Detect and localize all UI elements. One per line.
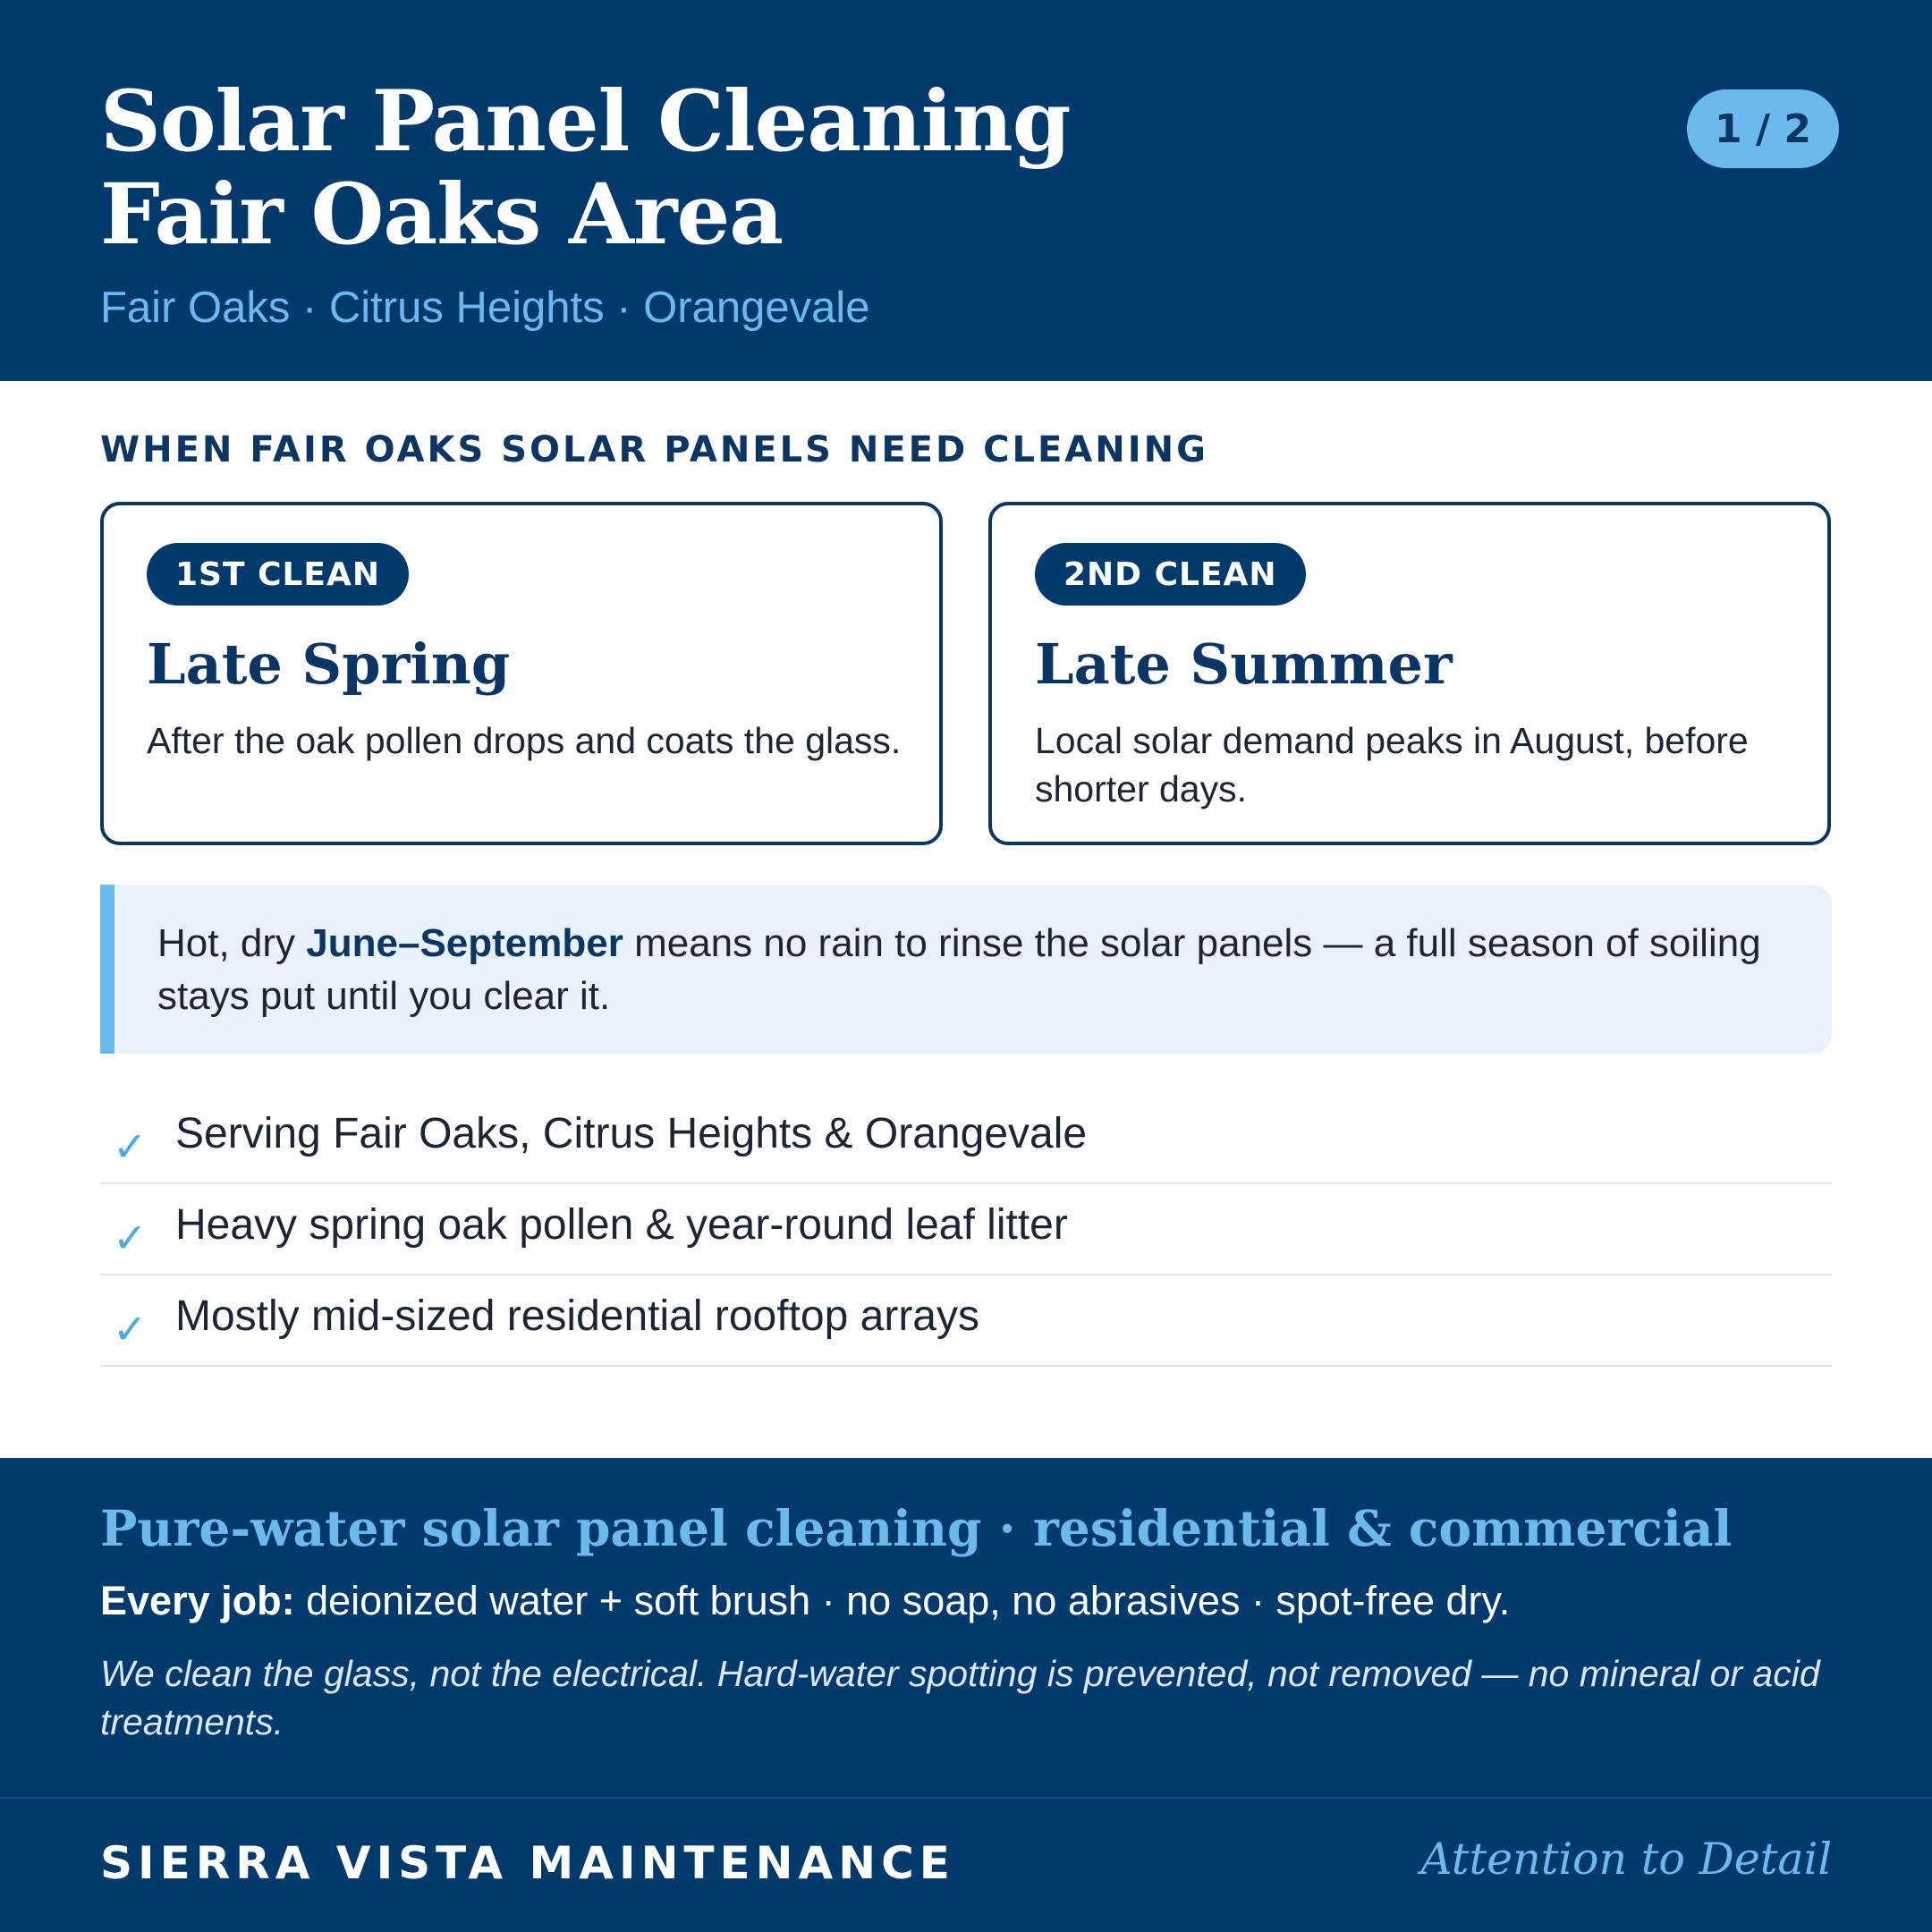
title-line-1: Solar Panel Cleaning (100, 72, 1071, 171)
page-indicator-badge: 1 / 2 (1687, 89, 1839, 168)
checkmark-icon: ✓ (113, 1305, 148, 1353)
title-line-2: Fair Oaks Area (100, 165, 784, 264)
every-job-text: deionized water + soft brush · no soap, no abrasives · spot-free dry. (294, 1578, 1511, 1623)
checkmark-icon: ✓ (113, 1214, 148, 1262)
list-item-label: Serving Fair Oaks, Citrus Heights & Orangevale (175, 1110, 1088, 1157)
list-item (100, 1093, 1832, 1184)
card-tag: 2ND CLEAN (1035, 543, 1306, 606)
header-banner (0, 0, 1932, 381)
card-description: Local solar demand peaks in August, before shorter days. (1035, 720, 1749, 809)
callout-text-after: means no rain to rinse the solar panels — a full season of soiling stays put until you clear it. (157, 921, 1761, 1018)
every-job-line (100, 1576, 1510, 1626)
section-heading: WHEN FAIR OAKS SOLAR PANELS NEED CLEANING (100, 429, 1208, 470)
every-job-label: Every job: (100, 1578, 295, 1623)
list-item (100, 1184, 1832, 1275)
footer-tagline: Pure-water solar panel cleaning · residential & commercial (100, 1499, 1733, 1557)
checkmark-icon: ✓ (113, 1123, 148, 1171)
callout-text-before: Hot, dry (157, 921, 307, 965)
footer-disclaimer: We clean the glass, not the electrical. Hard-water spotting is prevented, not removed — no mineral or acid treatments. (100, 1653, 1820, 1742)
callout-highlight: June–September (306, 921, 623, 965)
clean-card-1 (100, 502, 943, 845)
service-areas-subtitle: Fair Oaks · Citrus Heights · Orangevale (100, 284, 870, 332)
page-title (100, 72, 1442, 264)
card-title: Late Summer (1035, 631, 1453, 697)
footer-banner (0, 1458, 1932, 1932)
season-callout (100, 885, 1832, 1054)
callout-text (157, 917, 1803, 1022)
list-item-label: Heavy spring oak pollen & year-round leaf litter (175, 1201, 1068, 1249)
footer-divider (0, 1797, 1932, 1799)
list-item-label: Mostly mid-sized residential rooftop arrays (175, 1292, 979, 1340)
brand-motto: Attention to Detail (1420, 1834, 1832, 1885)
feature-checklist (100, 1093, 1832, 1367)
card-title: Late Spring (147, 631, 511, 697)
card-tag: 1ST CLEAN (147, 543, 409, 606)
clean-card-2 (988, 502, 1831, 845)
list-item (100, 1275, 1832, 1367)
brand-name: SIERRA VISTA MAINTENANCE (100, 1837, 955, 1889)
card-description: After the oak pollen drops and coats the glass. (147, 720, 902, 761)
